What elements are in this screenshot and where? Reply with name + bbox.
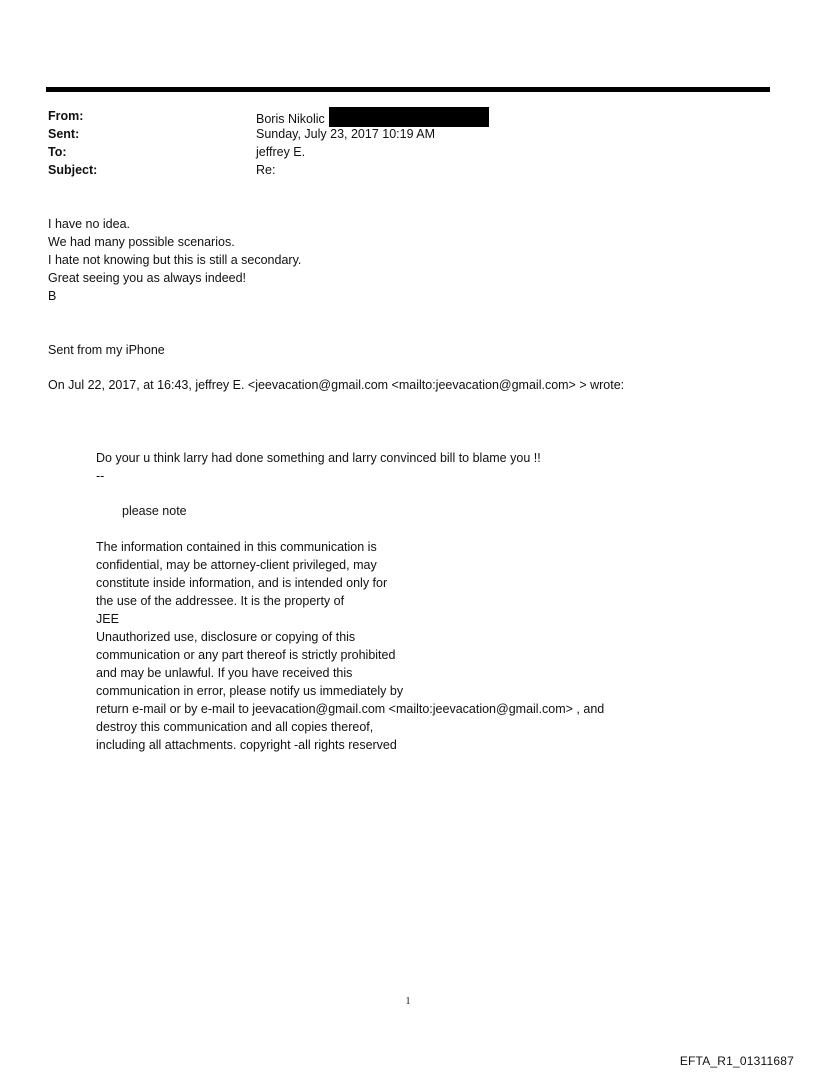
body-line: We had many possible scenarios.: [48, 235, 235, 249]
from-row: [48, 107, 748, 125]
disclaimer-line: confidential, may be attorney-client privileged, may: [96, 558, 377, 572]
disclaimer-line: The information contained in this communication is: [96, 540, 377, 554]
disclaimer-line: constitute inside information, and is intended only for: [96, 576, 388, 590]
disclaimer-line: JEE: [96, 612, 119, 626]
disclaimer-line: communication in error, please notify us immediately by: [96, 684, 404, 698]
sent-row: [48, 125, 748, 143]
quoted-message: [96, 449, 541, 485]
disclaimer-line: including all attachments. copyright -all rights reserved: [96, 738, 397, 752]
subject-row: [48, 161, 748, 179]
header-divider: [46, 87, 770, 92]
disclaimer-line: Unauthorized use, disclosure or copying of this: [96, 630, 356, 644]
body-line: B: [48, 289, 57, 303]
quoted-separator: --: [96, 469, 105, 483]
sent-label: Sent:: [48, 127, 80, 141]
disclaimer-line: return e-mail or by e-mail to jeevacation@gmail.com <mailto:jeevacation@gmail.com> , and: [96, 702, 605, 716]
disclaimer-line: the use of the addressee. It is the property of: [96, 594, 345, 608]
sent-value: Sunday, July 23, 2017 10:19 AM: [256, 127, 436, 141]
to-value: jeffrey E.: [256, 145, 306, 159]
signature: Sent from my iPhone: [48, 343, 165, 357]
message-body: [48, 215, 301, 305]
disclaimer-line: communication or any part thereof is strictly prohibited: [96, 648, 396, 662]
quote-header: On Jul 22, 2017, at 16:43, jeffrey E. <jeevacation@gmail.com <mailto:jeevacation@gmail.com> > wrote:: [48, 378, 625, 392]
subject-label: Subject:: [48, 163, 98, 177]
body-line: I have no idea.: [48, 217, 131, 231]
page-number: 1: [405, 996, 411, 1007]
from-name: Boris Nikolic: [256, 112, 325, 126]
disclaimer: [96, 538, 604, 754]
body-line: Great seeing you as always indeed!: [48, 271, 247, 285]
disclaimer-line: and may be unlawful. If you have received this: [96, 666, 353, 680]
to-row: [48, 143, 748, 161]
quoted-text: Do your u think larry had done something and larry convinced bill to blame you !!: [96, 451, 541, 465]
redaction-block: [329, 107, 489, 127]
document-id: EFTA_R1_01311687: [679, 1054, 794, 1068]
body-line: I hate not knowing but this is still a secondary.: [48, 253, 302, 267]
please-note: please note: [122, 504, 187, 518]
subject-value: Re:: [256, 163, 276, 177]
to-label: To:: [48, 145, 67, 159]
disclaimer-line: destroy this communication and all copies thereof,: [96, 720, 374, 734]
from-label: From:: [48, 109, 84, 123]
